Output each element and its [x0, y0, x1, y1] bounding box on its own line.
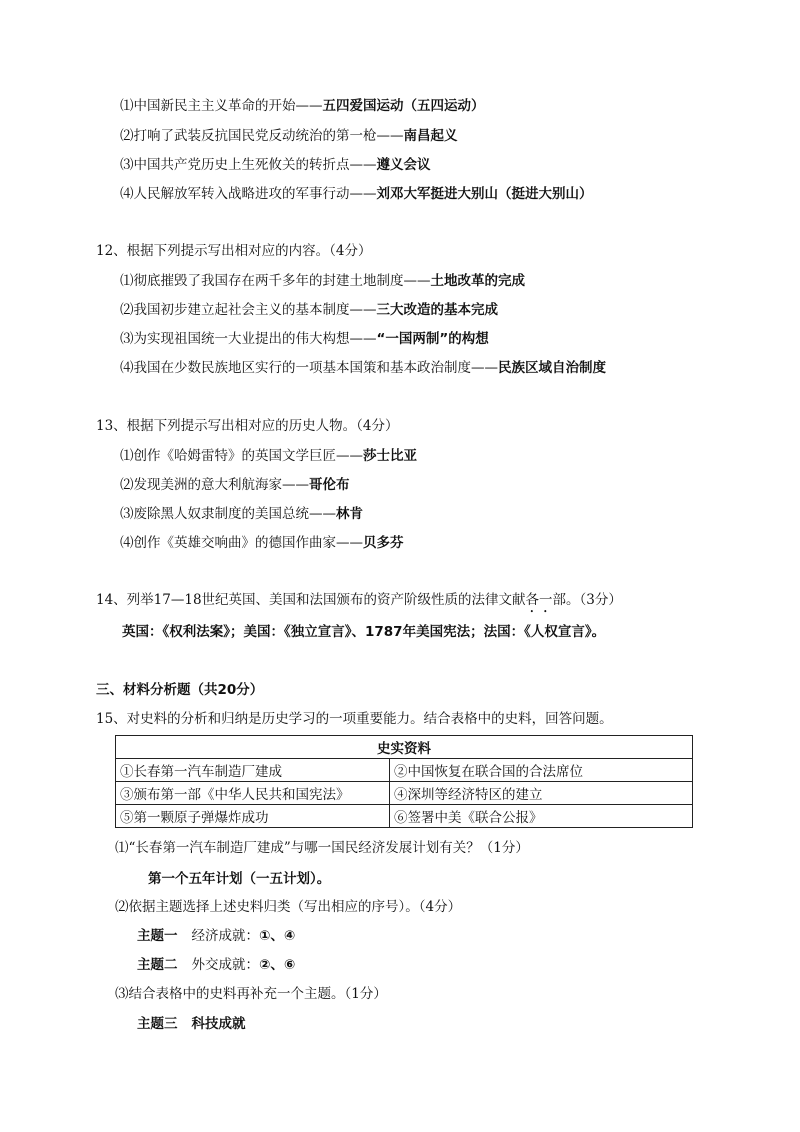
q13-item-2: ⑵发现美洲的意大利航海家——哥伦布 — [120, 477, 350, 493]
table-cell: ④深圳等经济特区的建立 — [390, 782, 693, 805]
q13-answer-2: 哥伦布 — [309, 477, 350, 493]
q15-theme-3: 主题三 科技成就 — [137, 1016, 246, 1032]
q15-theme-1-answer: ①、④ — [259, 928, 296, 944]
facts-table-header: 史实资料 — [116, 736, 693, 759]
q15-title: 15、对史料的分析和归纳是历史学习的一项重要能力。结合表格中的史料，回答问题。 — [96, 711, 613, 727]
table-cell: ①长春第一汽车制造厂建成 — [116, 759, 390, 782]
q12-title: 12、根据下列提示写出相对应的内容。（4分） — [96, 243, 372, 259]
table-cell: ⑥签署中美《联合公报》 — [390, 805, 693, 828]
q15-sub1-question: ⑴“长春第一汽车制造厂建成”与哪一国民经济发展计划有关？（1分） — [115, 840, 529, 856]
facts-table — [115, 735, 693, 828]
q12-answer-4: 民族区域自治制度 — [498, 360, 606, 376]
q11-answer-4: 刘邓大军挺进大别山（挺进大别山） — [376, 186, 593, 202]
q13-item-4: ⑷创作《英雄交响曲》的德国作曲家——贝多芬 — [120, 535, 404, 551]
q14-answer: 英国：《权利法案》；美国：《独立宣言》、1787年美国宪法；法国：《人权宣言》。 — [122, 624, 606, 640]
q15-theme-2: 主题二 外交成就：②、⑥ — [137, 957, 296, 973]
q15-sub1-answer: 第一个五年计划（一五计划）。 — [148, 871, 331, 887]
table-row — [116, 759, 693, 782]
q13-answer-3: 林肯 — [336, 506, 363, 522]
table-row — [116, 805, 693, 828]
q12-item-4: ⑷我国在少数民族地区实行的一项基本国策和基本政治制度——民族区域自治制度 — [120, 360, 606, 376]
q15-sub2-question: ⑵依据主题选择上述史料归类（写出相应的序号）。（4分） — [115, 899, 462, 915]
section3-title: 三、材料分析题（共20分） — [96, 682, 264, 698]
q13-title: 13、根据下列提示写出相对应的历史人物。（4分） — [96, 418, 399, 434]
q11-item-2: ⑵打响了武装反抗国民党反动统治的第一枪——南昌起义 — [120, 128, 458, 144]
q13-answer-1: 莎士比亚 — [363, 448, 417, 464]
q14-title: 14、列举17—18世纪英国、美国和法国颁布的资产阶级性质的法律文献各一部。（3分） — [96, 592, 622, 608]
q12-answer-1: 土地改革的完成 — [430, 273, 525, 289]
table-row — [116, 782, 693, 805]
q11-item-4: ⑷人民解放军转入战略进攻的军事行动——刘邓大军挺进大别山（挺进大别山） — [120, 186, 593, 202]
q11-answer-3: 遵义会议 — [376, 157, 431, 173]
q12-item-2: ⑵我国初步建立起社会主义的基本制度——三大改造的基本完成 — [120, 302, 498, 318]
q15-theme-2-answer: ②、⑥ — [259, 957, 296, 973]
q11-item-3: ⑶中国共产党历史上生死攸关的转折点——遵义会议 — [120, 157, 431, 173]
q11-item-1: ⑴中国新民主主义革命的开始——五四爱国运动（五四运动） — [120, 98, 485, 114]
table-cell: ②中国恢复在联合国的合法席位 — [390, 759, 693, 782]
q13-answer-4: 贝多芬 — [363, 535, 404, 551]
table-cell: ⑤第一颗原子弹爆炸成功 — [116, 805, 390, 828]
q12-answer-3: “一国两制”的构想 — [376, 331, 489, 347]
q11-answer-1: 五四爱国运动 — [322, 98, 404, 114]
q12-item-1: ⑴彻底摧毁了我国存在两千多年的封建土地制度——土地改革的完成 — [120, 273, 525, 289]
q12-item-3: ⑶为实现祖国统一大业提出的伟大构想——“一国两制”的构想 — [120, 331, 489, 347]
table-cell: ③颁布第一部《中华人民共和国宪法》 — [116, 782, 390, 805]
q15-theme-3-answer: 科技成就 — [191, 1016, 246, 1032]
q13-item-3: ⑶废除黑人奴隶制度的美国总统——林肯 — [120, 506, 363, 522]
q13-item-1: ⑴创作《哈姆雷特》的英国文学巨匠——莎士比亚 — [120, 448, 417, 464]
q15-sub3-question: ⑶结合表格中的史料再补充一个主题。（1分） — [115, 986, 387, 1002]
q12-answer-2: 三大改造的基本完成 — [376, 302, 498, 318]
q15-theme-1: 主题一 经济成就：①、④ — [137, 928, 296, 944]
q11-answer-2: 南昌起义 — [403, 128, 458, 144]
